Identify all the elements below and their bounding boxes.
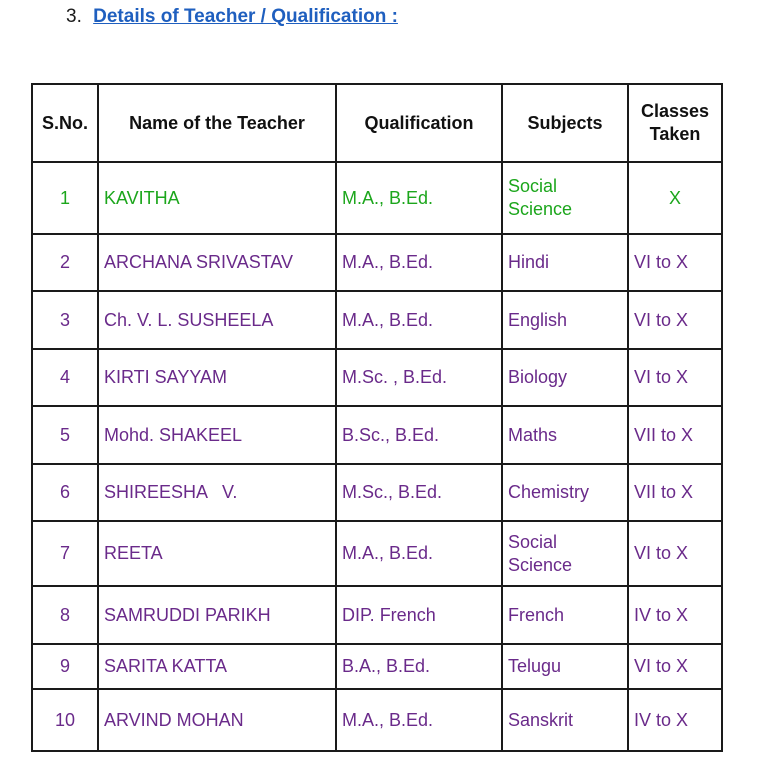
cell-name: KAVITHA bbox=[98, 162, 336, 234]
section-title-link[interactable]: Details of Teacher / Qualification : bbox=[93, 6, 398, 27]
table-row bbox=[32, 349, 722, 406]
cell-name: ARCHANA SRIVASTAV bbox=[98, 234, 336, 291]
table-row bbox=[32, 689, 722, 751]
table-row bbox=[32, 406, 722, 464]
cell-classes: VI to X bbox=[628, 234, 722, 291]
cell-sno: 5 bbox=[32, 406, 98, 464]
cell-subject: Biology bbox=[502, 349, 628, 406]
cell-sno: 9 bbox=[32, 644, 98, 689]
cell-sno: 3 bbox=[32, 291, 98, 349]
cell-subject-text: Social Science bbox=[508, 531, 573, 575]
header-sno: S.No. bbox=[32, 84, 98, 162]
cell-subject: English bbox=[502, 291, 628, 349]
cell-subject bbox=[502, 162, 628, 234]
header-classes bbox=[628, 84, 722, 162]
teacher-table bbox=[31, 83, 723, 752]
header-subjects: Subjects bbox=[502, 84, 628, 162]
cell-classes: VI to X bbox=[628, 291, 722, 349]
cell-name: Mohd. SHAKEEL bbox=[98, 406, 336, 464]
cell-qualification: B.A., B.Ed. bbox=[336, 644, 502, 689]
table-row bbox=[32, 644, 722, 689]
cell-name: REETA bbox=[98, 521, 336, 586]
cell-subject: Hindi bbox=[502, 234, 628, 291]
cell-name: SARITA KATTA bbox=[98, 644, 336, 689]
header-name: Name of the Teacher bbox=[98, 84, 336, 162]
table-row bbox=[32, 586, 722, 644]
cell-sno: 8 bbox=[32, 586, 98, 644]
cell-subject: French bbox=[502, 586, 628, 644]
cell-sno: 6 bbox=[32, 464, 98, 521]
cell-qualification: M.A., B.Ed. bbox=[336, 162, 502, 234]
cell-qualification: M.A., B.Ed. bbox=[336, 689, 502, 751]
cell-sno: 7 bbox=[32, 521, 98, 586]
cell-sno: 10 bbox=[32, 689, 98, 751]
cell-name: SAMRUDDI PARIKH bbox=[98, 586, 336, 644]
cell-classes: VII to X bbox=[628, 464, 722, 521]
cell-subject bbox=[502, 521, 628, 586]
cell-subject: Chemistry bbox=[502, 464, 628, 521]
cell-name: SHIREESHA V. bbox=[98, 464, 336, 521]
cell-qualification: M.A., B.Ed. bbox=[336, 234, 502, 291]
cell-name: KIRTI SAYYAM bbox=[98, 349, 336, 406]
table-row bbox=[32, 162, 722, 234]
cell-subject: Sanskrit bbox=[502, 689, 628, 751]
cell-classes: IV to X bbox=[628, 689, 722, 751]
header-classes-label: Classes Taken bbox=[640, 101, 710, 144]
cell-qualification: M.Sc., B.Ed. bbox=[336, 464, 502, 521]
cell-classes: VI to X bbox=[628, 349, 722, 406]
table-header-row bbox=[32, 84, 722, 162]
table-row bbox=[32, 521, 722, 586]
cell-subject-text: Social Science bbox=[508, 176, 573, 219]
cell-qualification: M.Sc. , B.Ed. bbox=[336, 349, 502, 406]
cell-name: Ch. V. L. SUSHEELA bbox=[98, 291, 336, 349]
cell-sno: 4 bbox=[32, 349, 98, 406]
table-row bbox=[32, 291, 722, 349]
cell-qualification: DIP. French bbox=[336, 586, 502, 644]
cell-classes: X bbox=[628, 162, 722, 234]
section-number: 3. bbox=[66, 6, 82, 27]
cell-name: ARVIND MOHAN bbox=[98, 689, 336, 751]
cell-classes: IV to X bbox=[628, 586, 722, 644]
cell-classes: VI to X bbox=[628, 521, 722, 586]
cell-sno: 2 bbox=[32, 234, 98, 291]
cell-sno: 1 bbox=[32, 162, 98, 234]
cell-classes: VII to X bbox=[628, 406, 722, 464]
cell-qualification: M.A., B.Ed. bbox=[336, 291, 502, 349]
table-row bbox=[32, 464, 722, 521]
table-row bbox=[32, 234, 722, 291]
cell-subject: Maths bbox=[502, 406, 628, 464]
section-heading bbox=[66, 6, 398, 28]
cell-qualification: B.Sc., B.Ed. bbox=[336, 406, 502, 464]
cell-qualification: M.A., B.Ed. bbox=[336, 521, 502, 586]
cell-classes: VI to X bbox=[628, 644, 722, 689]
cell-subject: Telugu bbox=[502, 644, 628, 689]
header-qualification: Qualification bbox=[336, 84, 502, 162]
